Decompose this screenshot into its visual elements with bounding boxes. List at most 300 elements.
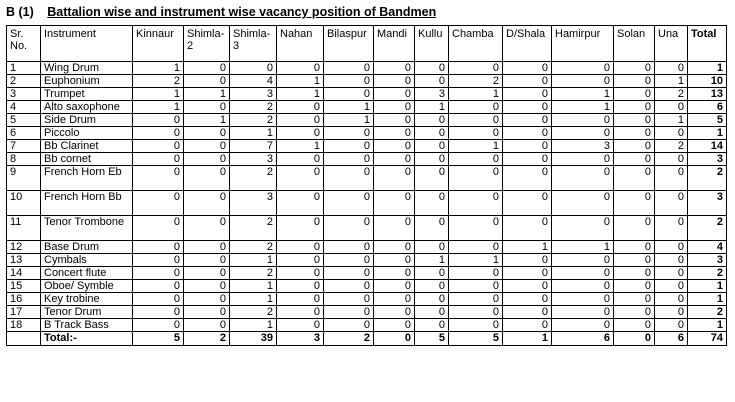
vacancy-cell: 0 <box>655 267 688 280</box>
vacancy-cell: 0 <box>374 75 415 88</box>
serial-number-cell: 9 <box>7 166 41 191</box>
instrument-cell: Base Drum <box>41 241 133 254</box>
table-body <box>7 62 727 346</box>
column-total-cell: 2 <box>184 332 230 346</box>
vacancy-cell: 0 <box>655 191 688 216</box>
vacancy-cell: 0 <box>655 62 688 75</box>
vacancy-cell: 0 <box>503 127 552 140</box>
vacancy-cell: 0 <box>552 293 614 306</box>
column-total-cell: 3 <box>277 332 324 346</box>
vacancy-cell: 0 <box>552 267 614 280</box>
row-total-cell: 1 <box>688 319 727 332</box>
vacancy-cell: 1 <box>415 101 449 114</box>
vacancy-cell: 0 <box>449 293 503 306</box>
vacancy-cell: 0 <box>374 306 415 319</box>
serial-number-cell: 7 <box>7 140 41 153</box>
vacancy-cell: 0 <box>552 62 614 75</box>
vacancy-cell: 0 <box>614 319 655 332</box>
vacancy-cell: 0 <box>374 293 415 306</box>
vacancy-cell: 0 <box>133 267 184 280</box>
table-row <box>7 191 727 216</box>
vacancy-cell: 0 <box>324 293 374 306</box>
vacancy-cell: 0 <box>324 306 374 319</box>
totals-blank-cell <box>7 332 41 346</box>
vacancy-cell: 0 <box>449 216 503 241</box>
instrument-cell: French Horn Bb <box>41 191 133 216</box>
vacancy-cell: 0 <box>614 254 655 267</box>
vacancy-cell: 0 <box>614 267 655 280</box>
column-total-cell: 0 <box>614 332 655 346</box>
vacancy-cell: 2 <box>230 166 277 191</box>
vacancy-cell: 0 <box>614 293 655 306</box>
vacancy-cell: 1 <box>277 88 324 101</box>
vacancy-cell: 0 <box>552 75 614 88</box>
instrument-cell: Key trobine <box>41 293 133 306</box>
row-total-cell: 3 <box>688 191 727 216</box>
vacancy-cell: 0 <box>614 280 655 293</box>
vacancy-cell: 2 <box>655 88 688 101</box>
serial-number-cell: 3 <box>7 88 41 101</box>
serial-number-cell: 10 <box>7 191 41 216</box>
vacancy-cell: 0 <box>415 293 449 306</box>
vacancy-cell: 0 <box>503 75 552 88</box>
vacancy-cell: 0 <box>552 280 614 293</box>
totals-label: Total:- <box>41 332 133 346</box>
vacancy-cell: 1 <box>552 241 614 254</box>
vacancy-cell: 0 <box>374 88 415 101</box>
vacancy-cell: 1 <box>449 254 503 267</box>
vacancy-cell: 0 <box>133 254 184 267</box>
vacancy-cell: 0 <box>552 153 614 166</box>
vacancy-cell: 1 <box>230 319 277 332</box>
vacancy-cell: 0 <box>277 306 324 319</box>
vacancy-cell: 0 <box>552 114 614 127</box>
vacancy-cell: 0 <box>415 75 449 88</box>
vacancy-cell: 0 <box>277 280 324 293</box>
vacancy-cell: 3 <box>552 140 614 153</box>
vacancy-cell: 0 <box>449 191 503 216</box>
vacancy-cell: 0 <box>184 62 230 75</box>
vacancy-cell: 0 <box>503 254 552 267</box>
column-header: Kullu <box>415 26 449 62</box>
vacancy-cell: 0 <box>449 319 503 332</box>
vacancy-cell: 0 <box>552 306 614 319</box>
instrument-cell: B Track Bass <box>41 319 133 332</box>
vacancy-cell: 0 <box>415 62 449 75</box>
vacancy-cell: 0 <box>184 267 230 280</box>
vacancy-cell: 0 <box>133 127 184 140</box>
vacancy-cell: 0 <box>324 216 374 241</box>
vacancy-cell: 0 <box>184 280 230 293</box>
vacancy-cell: 0 <box>133 191 184 216</box>
vacancy-cell: 1 <box>552 101 614 114</box>
vacancy-cell: 0 <box>374 280 415 293</box>
row-total-cell: 1 <box>688 293 727 306</box>
vacancy-cell: 0 <box>277 114 324 127</box>
row-total-cell: 2 <box>688 216 727 241</box>
vacancy-cell: 0 <box>614 127 655 140</box>
vacancy-cell: 0 <box>324 166 374 191</box>
row-total-cell: 3 <box>688 254 727 267</box>
column-total-cell: 39 <box>230 332 277 346</box>
table-row <box>7 254 727 267</box>
vacancy-cell: 0 <box>324 153 374 166</box>
vacancy-cell: 3 <box>415 88 449 101</box>
serial-number-cell: 13 <box>7 254 41 267</box>
row-total-cell: 5 <box>688 114 727 127</box>
row-total-cell: 3 <box>688 153 727 166</box>
column-header: Total <box>688 26 727 62</box>
column-header: Hamirpur <box>552 26 614 62</box>
vacancy-cell: 0 <box>655 166 688 191</box>
table-row <box>7 319 727 332</box>
row-total-cell: 1 <box>688 62 727 75</box>
vacancy-cell: 0 <box>230 62 277 75</box>
vacancy-cell: 0 <box>503 153 552 166</box>
vacancy-cell: 0 <box>374 241 415 254</box>
column-total-cell: 2 <box>324 332 374 346</box>
vacancy-cell: 1 <box>133 101 184 114</box>
vacancy-cell: 0 <box>449 153 503 166</box>
header-row <box>7 26 727 62</box>
vacancy-cell: 0 <box>374 140 415 153</box>
row-total-cell: 13 <box>688 88 727 101</box>
column-header: Kinnaur <box>133 26 184 62</box>
vacancy-cell: 0 <box>503 88 552 101</box>
vacancy-cell: 0 <box>184 75 230 88</box>
vacancy-cell: 0 <box>374 191 415 216</box>
table-row <box>7 267 727 280</box>
vacancy-cell: 0 <box>655 127 688 140</box>
serial-number-cell: 18 <box>7 319 41 332</box>
vacancy-cell: 0 <box>449 166 503 191</box>
table-row <box>7 140 727 153</box>
column-header: Instrument <box>41 26 133 62</box>
vacancy-cell: 0 <box>277 254 324 267</box>
column-header: Sr. No. <box>7 26 41 62</box>
vacancy-cell: 1 <box>503 241 552 254</box>
vacancy-cell: 0 <box>324 88 374 101</box>
vacancy-cell: 0 <box>184 293 230 306</box>
vacancy-cell: 1 <box>277 75 324 88</box>
vacancy-cell: 0 <box>277 127 324 140</box>
vacancy-cell: 2 <box>230 241 277 254</box>
vacancy-cell: 0 <box>415 241 449 254</box>
vacancy-cell: 0 <box>324 280 374 293</box>
vacancy-cell: 0 <box>374 101 415 114</box>
vacancy-cell: 0 <box>503 267 552 280</box>
vacancy-cell: 1 <box>655 114 688 127</box>
vacancy-cell: 2 <box>230 114 277 127</box>
vacancy-cell: 1 <box>449 88 503 101</box>
table-row <box>7 62 727 75</box>
vacancy-cell: 0 <box>184 254 230 267</box>
column-total-cell: 5 <box>449 332 503 346</box>
vacancy-cell: 1 <box>133 88 184 101</box>
vacancy-cell: 0 <box>503 191 552 216</box>
vacancy-cell: 0 <box>503 114 552 127</box>
instrument-cell: Bb Clarinet <box>41 140 133 153</box>
vacancy-cell: 0 <box>552 216 614 241</box>
column-total-cell: 1 <box>503 332 552 346</box>
vacancy-cell: 0 <box>133 306 184 319</box>
vacancy-cell: 3 <box>230 191 277 216</box>
serial-number-cell: 8 <box>7 153 41 166</box>
vacancy-cell: 0 <box>552 166 614 191</box>
vacancy-cell: 0 <box>133 241 184 254</box>
vacancy-cell: 0 <box>324 191 374 216</box>
vacancy-cell: 0 <box>374 153 415 166</box>
row-total-cell: 10 <box>688 75 727 88</box>
row-total-cell: 6 <box>688 101 727 114</box>
vacancy-cell: 0 <box>552 127 614 140</box>
vacancy-cell: 0 <box>374 127 415 140</box>
vacancy-cell: 1 <box>552 88 614 101</box>
vacancy-cell: 0 <box>503 62 552 75</box>
instrument-cell: Trumpet <box>41 88 133 101</box>
vacancy-cell: 0 <box>133 280 184 293</box>
vacancy-cell: 0 <box>184 191 230 216</box>
vacancy-cell: 2 <box>655 140 688 153</box>
vacancy-cell: 0 <box>614 191 655 216</box>
vacancy-cell: 0 <box>277 319 324 332</box>
vacancy-cell: 0 <box>324 319 374 332</box>
table-row <box>7 241 727 254</box>
vacancy-cell: 0 <box>374 267 415 280</box>
vacancy-cell: 0 <box>324 267 374 280</box>
instrument-cell: Bb cornet <box>41 153 133 166</box>
vacancy-cell: 0 <box>503 140 552 153</box>
vacancy-cell: 0 <box>184 101 230 114</box>
vacancy-cell: 0 <box>614 140 655 153</box>
vacancy-cell: 1 <box>230 127 277 140</box>
table-row <box>7 127 727 140</box>
column-total-cell: 6 <box>552 332 614 346</box>
column-total-cell: 0 <box>374 332 415 346</box>
vacancy-cell: 0 <box>503 280 552 293</box>
column-header: Mandi <box>374 26 415 62</box>
row-total-cell: 14 <box>688 140 727 153</box>
vacancy-cell: 0 <box>655 280 688 293</box>
totals-row <box>7 332 727 346</box>
row-total-cell: 4 <box>688 241 727 254</box>
vacancy-cell: 0 <box>277 191 324 216</box>
column-total-cell: 5 <box>133 332 184 346</box>
vacancy-cell: 1 <box>655 75 688 88</box>
vacancy-cell: 1 <box>449 140 503 153</box>
instrument-cell: Wing Drum <box>41 62 133 75</box>
section-title: Battalion wise and instrument wise vacancy position of Bandmen <box>47 5 437 19</box>
vacancy-cell: 0 <box>614 306 655 319</box>
vacancy-cell: 0 <box>614 62 655 75</box>
vacancy-cell: 0 <box>449 101 503 114</box>
instrument-cell: Side Drum <box>41 114 133 127</box>
instrument-cell: Tenor Drum <box>41 306 133 319</box>
row-total-cell: 1 <box>688 127 727 140</box>
column-total-cell: 6 <box>655 332 688 346</box>
column-header: Nahan <box>277 26 324 62</box>
serial-number-cell: 6 <box>7 127 41 140</box>
vacancy-cell: 1 <box>324 114 374 127</box>
vacancy-cell: 0 <box>415 153 449 166</box>
vacancy-cell: 1 <box>230 293 277 306</box>
section-number: B (1) <box>6 5 34 19</box>
vacancy-cell: 0 <box>614 216 655 241</box>
vacancy-cell: 0 <box>184 241 230 254</box>
vacancy-cell: 0 <box>503 216 552 241</box>
row-total-cell: 2 <box>688 267 727 280</box>
vacancy-cell: 0 <box>324 140 374 153</box>
vacancy-cell: 0 <box>449 267 503 280</box>
vacancy-cell: 2 <box>230 306 277 319</box>
vacancy-cell: 0 <box>552 319 614 332</box>
table-row <box>7 293 727 306</box>
vacancy-cell: 0 <box>415 319 449 332</box>
vacancy-cell: 0 <box>184 319 230 332</box>
vacancy-cell: 0 <box>374 254 415 267</box>
vacancy-cell: 0 <box>277 241 324 254</box>
vacancy-cell: 0 <box>133 293 184 306</box>
vacancy-cell: 0 <box>614 101 655 114</box>
vacancy-cell: 0 <box>184 306 230 319</box>
vacancy-cell: 0 <box>324 241 374 254</box>
table-row <box>7 216 727 241</box>
vacancy-cell: 0 <box>374 114 415 127</box>
vacancy-cell: 0 <box>277 62 324 75</box>
vacancy-cell: 0 <box>415 216 449 241</box>
vacancy-cell: 0 <box>184 153 230 166</box>
vacancy-cell: 4 <box>230 75 277 88</box>
vacancy-cell: 1 <box>184 88 230 101</box>
vacancy-cell: 0 <box>133 319 184 332</box>
column-header: D/Shala <box>503 26 552 62</box>
vacancy-cell: 0 <box>655 293 688 306</box>
instrument-cell: Concert flute <box>41 267 133 280</box>
serial-number-cell: 16 <box>7 293 41 306</box>
vacancy-cell: 0 <box>655 101 688 114</box>
vacancy-cell: 0 <box>324 75 374 88</box>
vacancy-cell: 0 <box>552 254 614 267</box>
vacancy-cell: 0 <box>655 254 688 267</box>
vacancy-cell: 2 <box>230 267 277 280</box>
table-row <box>7 166 727 191</box>
serial-number-cell: 2 <box>7 75 41 88</box>
vacancy-cell: 0 <box>374 166 415 191</box>
vacancy-cell: 2 <box>230 216 277 241</box>
vacancy-cell: 0 <box>133 216 184 241</box>
row-total-cell: 2 <box>688 166 727 191</box>
vacancy-cell: 0 <box>277 293 324 306</box>
vacancy-cell: 0 <box>449 62 503 75</box>
vacancy-cell: 0 <box>374 216 415 241</box>
instrument-cell: Tenor Trombone <box>41 216 133 241</box>
column-header: Una <box>655 26 688 62</box>
vacancy-cell: 3 <box>230 153 277 166</box>
vacancy-cell: 0 <box>415 267 449 280</box>
vacancy-cell: 1 <box>415 254 449 267</box>
vacancy-cell: 0 <box>449 241 503 254</box>
vacancy-cell: 0 <box>614 241 655 254</box>
column-header: Solan <box>614 26 655 62</box>
vacancy-cell: 0 <box>324 254 374 267</box>
row-total-cell: 1 <box>688 280 727 293</box>
vacancy-cell: 0 <box>184 216 230 241</box>
section-heading <box>6 5 436 19</box>
vacancy-cell: 0 <box>415 191 449 216</box>
vacancy-cell: 0 <box>449 127 503 140</box>
vacancy-cell: 0 <box>614 75 655 88</box>
vacancy-cell: 0 <box>614 166 655 191</box>
vacancy-cell: 0 <box>614 88 655 101</box>
vacancy-cell: 1 <box>230 280 277 293</box>
serial-number-cell: 5 <box>7 114 41 127</box>
serial-number-cell: 1 <box>7 62 41 75</box>
vacancy-table <box>6 25 727 346</box>
vacancy-cell: 0 <box>614 153 655 166</box>
serial-number-cell: 11 <box>7 216 41 241</box>
vacancy-cell: 0 <box>133 140 184 153</box>
vacancy-cell: 0 <box>374 62 415 75</box>
grand-total-cell: 74 <box>688 332 727 346</box>
instrument-cell: Alto saxophone <box>41 101 133 114</box>
vacancy-cell: 0 <box>503 166 552 191</box>
vacancy-cell: 3 <box>230 88 277 101</box>
vacancy-cell: 0 <box>133 114 184 127</box>
column-header: Bilaspur <box>324 26 374 62</box>
vacancy-cell: 0 <box>415 114 449 127</box>
vacancy-cell: 0 <box>552 191 614 216</box>
vacancy-cell: 0 <box>277 153 324 166</box>
table-row <box>7 101 727 114</box>
table-row <box>7 280 727 293</box>
serial-number-cell: 12 <box>7 241 41 254</box>
vacancy-cell: 0 <box>324 62 374 75</box>
vacancy-cell: 0 <box>503 306 552 319</box>
serial-number-cell: 15 <box>7 280 41 293</box>
table-row <box>7 114 727 127</box>
instrument-cell: French Horn Eb <box>41 166 133 191</box>
vacancy-cell: 0 <box>449 280 503 293</box>
table-row <box>7 306 727 319</box>
vacancy-cell: 1 <box>184 114 230 127</box>
vacancy-cell: 1 <box>133 62 184 75</box>
vacancy-cell: 7 <box>230 140 277 153</box>
row-total-cell: 2 <box>688 306 727 319</box>
vacancy-cell: 0 <box>374 319 415 332</box>
instrument-cell: Piccolo <box>41 127 133 140</box>
vacancy-cell: 0 <box>655 216 688 241</box>
instrument-cell: Euphonium <box>41 75 133 88</box>
vacancy-cell: 0 <box>277 267 324 280</box>
serial-number-cell: 17 <box>7 306 41 319</box>
vacancy-cell: 0 <box>184 127 230 140</box>
vacancy-cell: 0 <box>415 127 449 140</box>
vacancy-cell: 0 <box>133 166 184 191</box>
table-row <box>7 153 727 166</box>
serial-number-cell: 14 <box>7 267 41 280</box>
vacancy-cell: 0 <box>324 127 374 140</box>
vacancy-cell: 0 <box>655 319 688 332</box>
vacancy-cell: 0 <box>449 306 503 319</box>
vacancy-cell: 1 <box>277 140 324 153</box>
vacancy-cell: 2 <box>449 75 503 88</box>
vacancy-cell: 0 <box>503 319 552 332</box>
instrument-cell: Cymbals <box>41 254 133 267</box>
vacancy-cell: 0 <box>655 306 688 319</box>
vacancy-cell: 1 <box>324 101 374 114</box>
vacancy-cell: 0 <box>503 293 552 306</box>
vacancy-cell: 0 <box>277 216 324 241</box>
